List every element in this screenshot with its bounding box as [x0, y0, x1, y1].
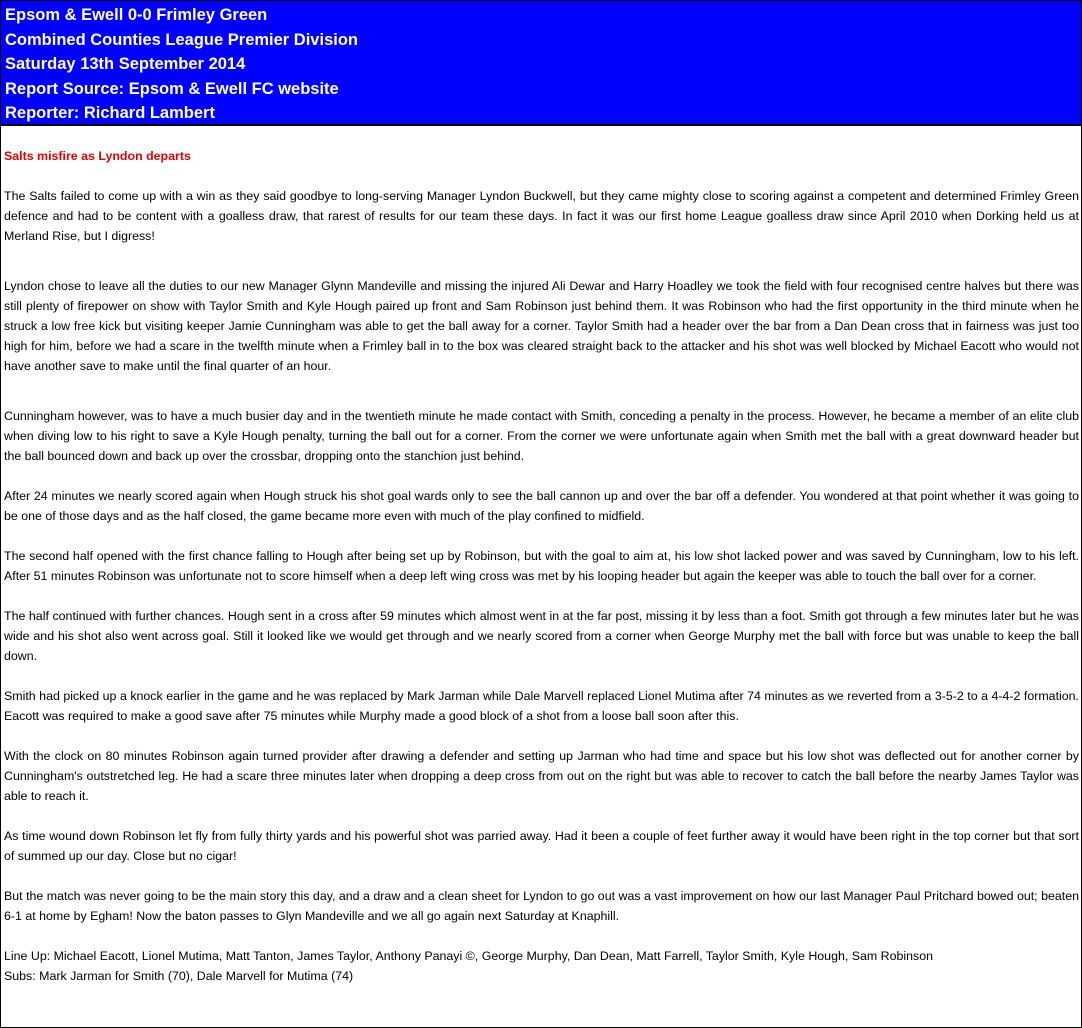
match-header	[1, 1, 1081, 126]
report-headline: Salts misfire as Lyndon departs	[4, 149, 191, 163]
report-paragraph: With the clock on 80 minutes Robinson again turned provider after drawing a defender and setting up Jarman who had time and space but his low shot was deflected out for another corner by Cunningham's outstretched leg. He had a scare three minutes later when dropping a deep cross from out on the right but was able to recover to catch the ball before the nearby James Taylor was able to reach it.	[4, 749, 1079, 803]
report-paragraph: The Salts failed to come up with a win as they said goodbye to long-serving Manager Lyndon Buckwell, but they came mighty close to scoring against a competent and determined Frimley Green defence and had to be content with a goalless draw, that rarest of results for our team these days. In fact it was our first home League goalless draw since April 2010 when Dorking held us at Merland Rise, but I digress!	[4, 189, 1079, 243]
report-paragraph: But the match was never going to be the main story this day, and a draw and a clean sheet for Lyndon to go out was a vast improvement on how our last Manager Paul Pritchard bowed out; beaten 6-1 at home by Egham! Now the baton passes to Glyn Mandeville and we all go again next Saturday at Knaphill.	[4, 889, 1079, 923]
report-paragraph: Cunningham however, was to have a much busier day and in the twentieth minute he made contact with Smith, conceding a penalty in the process. However, he became a member of an elite club when diving low to his right to save a Kyle Hough penalty, turning the ball out for a corner. From the corner we were unfortunate again when Smith met the ball with a great downward header but the ball bounced down and back up over the crossbar, dropping onto the stanchion just behind.	[4, 409, 1079, 463]
match-date: Saturday 13th September 2014	[5, 55, 246, 74]
team-lineup: Line Up: Michael Eacott, Lionel Mutima, Matt Tanton, James Taylor, Anthony Panayi ©, George Murphy, Dan Dean, Matt Farrell, Taylor Smith, Kyle Hough, Sam Robinson	[4, 949, 934, 963]
report-body	[1, 126, 1081, 986]
report-paragraph: The second half opened with the first chance falling to Hough after being set up by Robinson, but with the goal to aim at, his low shot lacked power and was saved by Cunningham, low to his left. After 51 minutes Robinson was unfortunate not to score himself when a deep left wing cross was met by his looping header but again the keeper was able to touch the ball over for a corner.	[4, 549, 1079, 583]
report-paragraph: Smith had picked up a knock earlier in the game and he was replaced by Mark Jarman while Dale Marvell replaced Lionel Mutima after 74 minutes as we reverted from a 3-5-2 to a 4-4-2 formation. Eacott was required to make a good save after 75 minutes while Murphy made a good block of a shot from a loose ball soon after this.	[4, 689, 1079, 723]
reporter: Reporter: Richard Lambert	[5, 104, 215, 123]
competition: Combined Counties League Premier Division	[5, 30, 358, 49]
substitutes: Subs: Mark Jarman for Smith (70), Dale Marvell for Mutima (74)	[4, 969, 354, 983]
report-paragraph: As time wound down Robinson let fly from fully thirty yards and his powerful shot was parried away. Had it been a couple of feet further away it would have been right in the top corner but that sort of summed up our day. Close but no cigar!	[4, 829, 1079, 863]
report-paragraph: The half continued with further chances. Hough sent in a cross after 59 minutes which almost went in at the far post, missing it by less than a foot. Smith got through a few minutes later but he was wide and his shot also went across goal. Still it looked like we would get through and we nearly scored from a corner when George Murphy met the ball with force but was unable to keep the ball down.	[4, 609, 1079, 663]
match-title: Epsom & Ewell 0-0 Frimley Green	[5, 6, 268, 24]
report-source: Report Source: Epsom & Ewell FC website	[5, 79, 339, 98]
report-paragraph: After 24 minutes we nearly scored again when Hough struck his shot goal wards only to see the ball cannon up and over the bar off a defender. You wondered at that point whether it was going to be one of those days and as the half closed, the game became more even with much of the play confined to midfield.	[4, 489, 1079, 523]
report-paragraph: Lyndon chose to leave all the duties to our new Manager Glynn Mandeville and missing the injured Ali Dewar and Harry Hoadley we took the field with four recognised centre halves but there was still plenty of firepower on show with Taylor Smith and Kyle Hough paired up front and Sam Robinson just behind them. It was Robinson who had the first opportunity in the third minute when he struck a low free kick but visiting keeper Jamie Cunningham was able to get the ball away for a corner. Taylor Smith had a header over the bar from a Dan Dean cross that in fairness was just too high for him, before we had a scare in the twelfth minute when a Frimley ball in to the box was cleared straight back to the attacker and his shot was well blocked by Michael Eacott who would not have another save to make until the final quarter of an hour.	[4, 279, 1079, 373]
